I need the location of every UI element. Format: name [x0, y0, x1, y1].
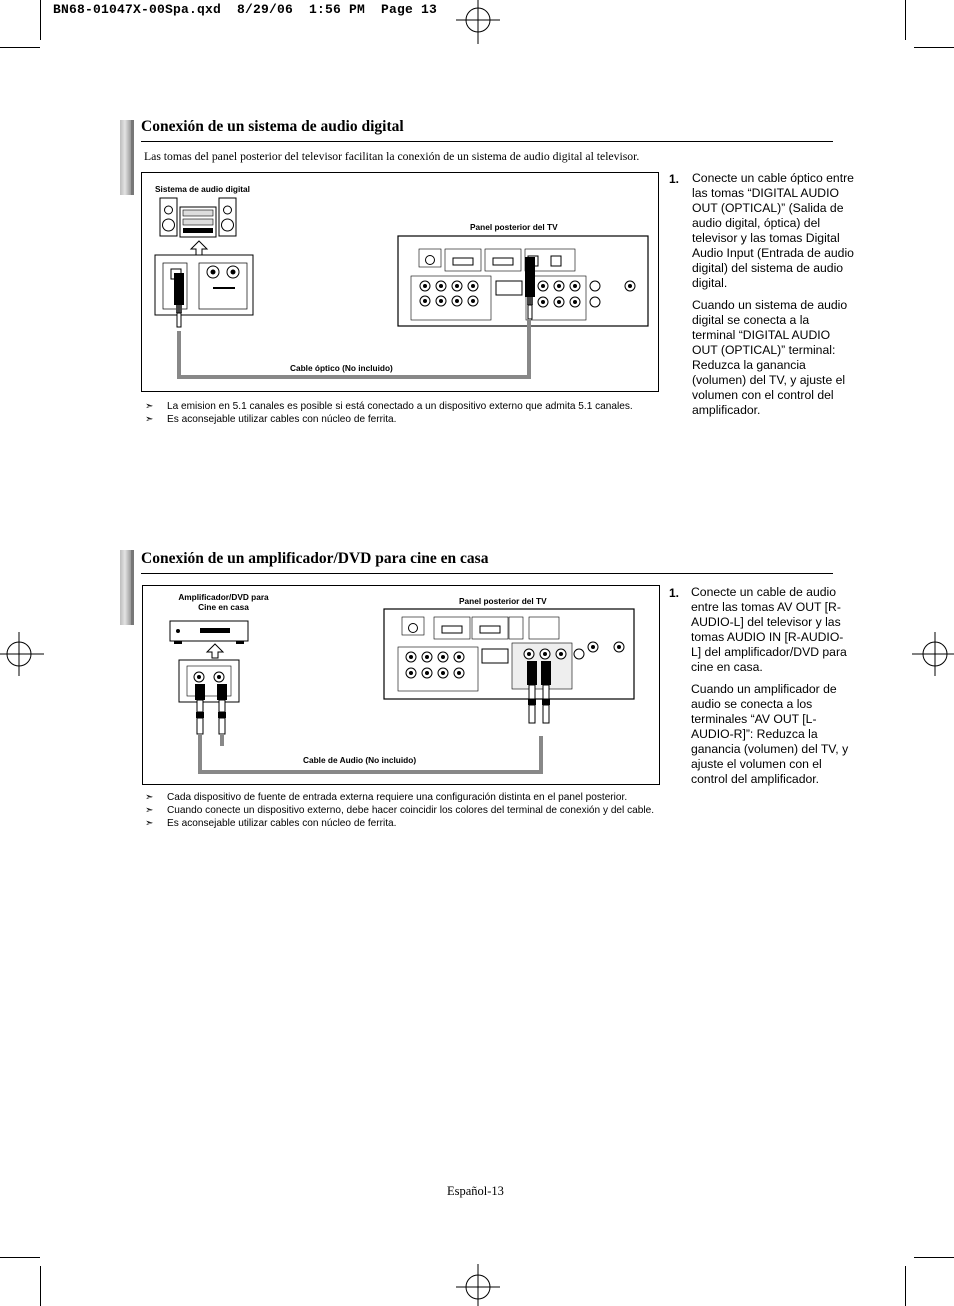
step-number: 1.: [669, 172, 680, 186]
cable-label: Cable de Audio (No incluido): [303, 755, 417, 765]
note-arrow-icon: ➣: [145, 792, 154, 803]
step-paragraph: Cuando un amplificador de audio se conecta a los terminales “AV OUT [L-AUDIO-R]”: Reduzca la ganancia (volumen) del TV, y ajuste el volumen con el control del amplificador.: [691, 682, 849, 786]
optical-cable: [142, 173, 658, 391]
step-paragraph: Conecte un cable óptico entre las tomas “DIGITAL AUDIO OUT (OPTICAL)” (Salida de audio digital, óptica) del televisor y las tomas Digital Audio Input (Entrada de audio digital) del sistema de audio digital.: [692, 171, 854, 290]
registration-mark-left: [0, 632, 44, 676]
audio-cable: [143, 586, 659, 784]
step-instructions: [692, 171, 854, 425]
section-bar-edge: [131, 550, 134, 625]
section-rule: [141, 141, 833, 142]
step-paragraph: Conecte un cable de audio entre las tomas AV OUT [R-AUDIO-L] del televisor y las tomas AUDIO IN [R-AUDIO-L] del amplificador/DVD para cine en casa.: [691, 585, 847, 674]
section-title: Conexión de un sistema de audio digital: [141, 118, 404, 135]
connection-diagram: [141, 172, 659, 392]
note-arrow-icon: ➣: [145, 401, 154, 412]
note-item: ➣ Es aconsejable utilizar cables con núcleo de ferrita.: [145, 818, 397, 829]
print-file-header: BN68-01047X-00Spa.qxd 8/29/06 1:56 PM Page 13: [53, 2, 438, 17]
registration-mark-right: [912, 632, 954, 676]
page-number: Español-13: [447, 1184, 504, 1198]
note-item: ➣ La emision en 5.1 canales es posible si está conectado a un dispositivo externo que admita 5.1 canales.: [145, 401, 633, 412]
cable-label: Cable óptico (No incluido): [290, 363, 393, 373]
note-arrow-icon: ➣: [145, 414, 154, 425]
section-intro: Las tomas del panel posterior del televisor facilitan la conexión de un sistema de audio digital al televisor.: [144, 150, 640, 163]
connection-diagram: [142, 585, 660, 785]
section-title: Conexión de un amplificador/DVD para cine en casa: [141, 550, 489, 567]
registration-mark-bottom: [456, 1264, 500, 1306]
section-bar: [120, 120, 131, 195]
registration-mark-top: [456, 0, 500, 44]
device-label: Amplificador/DVD para Cine en casa: [178, 592, 269, 612]
section-rule: [141, 573, 833, 574]
step-number: 1.: [669, 586, 680, 600]
note-item: ➣ Cada dispositivo de fuente de entrada externa requiere una configuración distinta en el panel posterior.: [145, 792, 628, 803]
note-arrow-icon: ➣: [145, 805, 154, 816]
tv-panel-label: Panel posterior del TV: [459, 596, 547, 606]
note-item: ➣ Es aconsejable utilizar cables con núcleo de ferrita.: [145, 414, 397, 425]
device-label: Sistema de audio digital: [155, 184, 250, 194]
tv-panel-label: Panel posterior del TV: [470, 222, 558, 232]
step-instructions: [691, 585, 851, 794]
step-paragraph: Cuando un sistema de audio digital se conecta a la terminal “DIGITAL AUDIO OUT (OPTICAL)” terminal: Reduzca la ganancia (volumen) del TV, y ajuste el volumen con el control del amplificador.: [692, 298, 848, 417]
note-arrow-icon: ➣: [145, 818, 154, 829]
note-item: ➣ Cuando conecte un dispositivo externo, debe hacer coincidir los colores del terminal de conexión y del cable.: [145, 805, 655, 816]
section-bar: [120, 550, 131, 625]
section-bar-edge: [131, 120, 134, 195]
